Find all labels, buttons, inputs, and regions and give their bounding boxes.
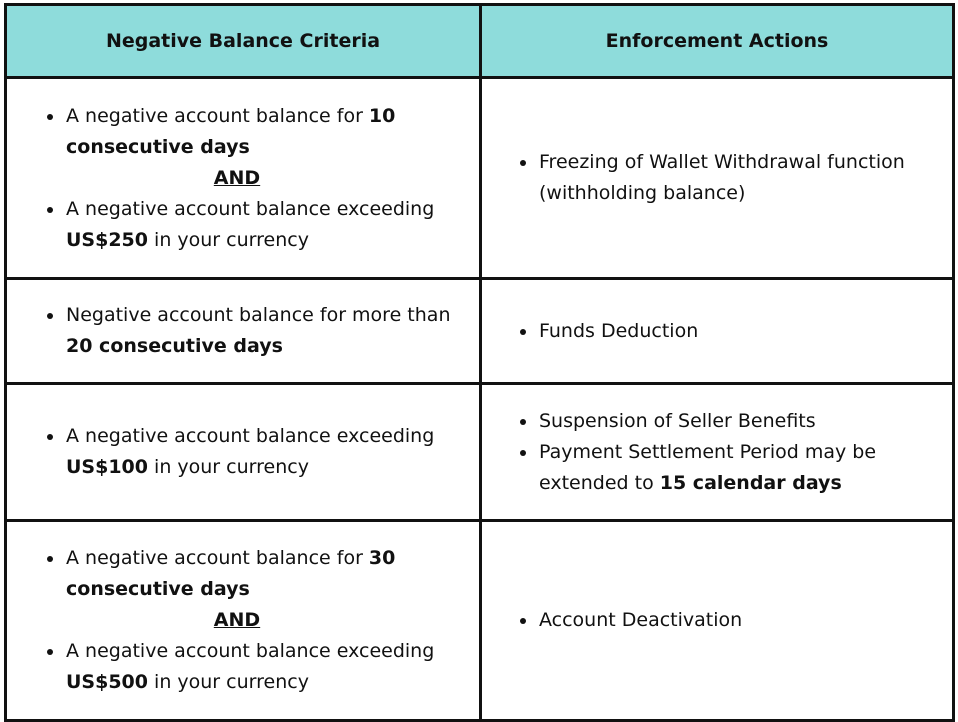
table-row (6, 78, 954, 279)
action-emphasis: 15 calendar days (659, 471, 842, 494)
criteria-text: in your currency (148, 228, 309, 251)
and-separator: AND (213, 609, 261, 631)
criteria-cell (6, 78, 481, 279)
criteria-text: in your currency (148, 456, 309, 478)
list-item (482, 316, 940, 347)
action-text: Payment Settlement Period may be extended to (539, 440, 877, 494)
criteria-emphasis: 30 consecutive days (66, 547, 396, 600)
criteria-cell (6, 279, 481, 384)
criteria-text: Negative account balance for more than (66, 304, 451, 326)
criteria-list (7, 421, 479, 483)
actions-cell (481, 78, 954, 279)
criteria-text: A negative account balance for (66, 104, 369, 127)
table-header-row (6, 5, 954, 78)
criteria-cell (6, 521, 481, 721)
action-text: Funds Deduction (539, 319, 699, 342)
and-separator: AND (213, 166, 261, 189)
list-item (482, 605, 940, 636)
actions-list (482, 605, 952, 636)
action-text: Freezing of Wallet Withdrawal function (withholding balance) (539, 151, 905, 204)
criteria-emphasis: US$250 (66, 228, 148, 251)
list-item (7, 636, 467, 698)
criteria-text: A negative account balance exceeding (66, 640, 435, 662)
criteria-text: in your currency (148, 671, 309, 693)
list-item (482, 147, 940, 209)
criteria-emphasis: US$100 (66, 456, 148, 478)
enforcement-policy-table (4, 3, 955, 722)
criteria-emphasis: US$500 (66, 671, 148, 693)
actions-cell (481, 384, 954, 521)
action-text: Account Deactivation (539, 609, 743, 631)
actions-cell (481, 279, 954, 384)
criteria-list (7, 300, 479, 362)
list-item (482, 406, 940, 437)
criteria-emphasis: 20 consecutive days (66, 335, 283, 357)
table-row (6, 384, 954, 521)
actions-list (482, 406, 952, 499)
header-actions: Enforcement Actions (481, 5, 954, 78)
list-item (7, 300, 467, 362)
criteria-cell (6, 384, 481, 521)
list-item (482, 437, 940, 499)
criteria-text: A negative account balance exceeding (66, 425, 435, 447)
list-item (7, 421, 467, 483)
criteria-list (7, 101, 479, 256)
actions-cell (481, 521, 954, 721)
table-row (6, 279, 954, 384)
criteria-text: A negative account balance exceeding (66, 197, 435, 220)
header-criteria: Negative Balance Criteria (6, 5, 481, 78)
list-item (7, 543, 467, 605)
table-row (6, 521, 954, 721)
criteria-emphasis: 10 consecutive days (66, 104, 396, 158)
list-item (7, 194, 467, 256)
criteria-text: A negative account balance for (66, 547, 369, 569)
criteria-list (7, 543, 479, 698)
list-item (7, 101, 467, 163)
action-text: Suspension of Seller Benefits (539, 409, 816, 432)
actions-list (482, 316, 952, 347)
actions-list (482, 147, 952, 209)
